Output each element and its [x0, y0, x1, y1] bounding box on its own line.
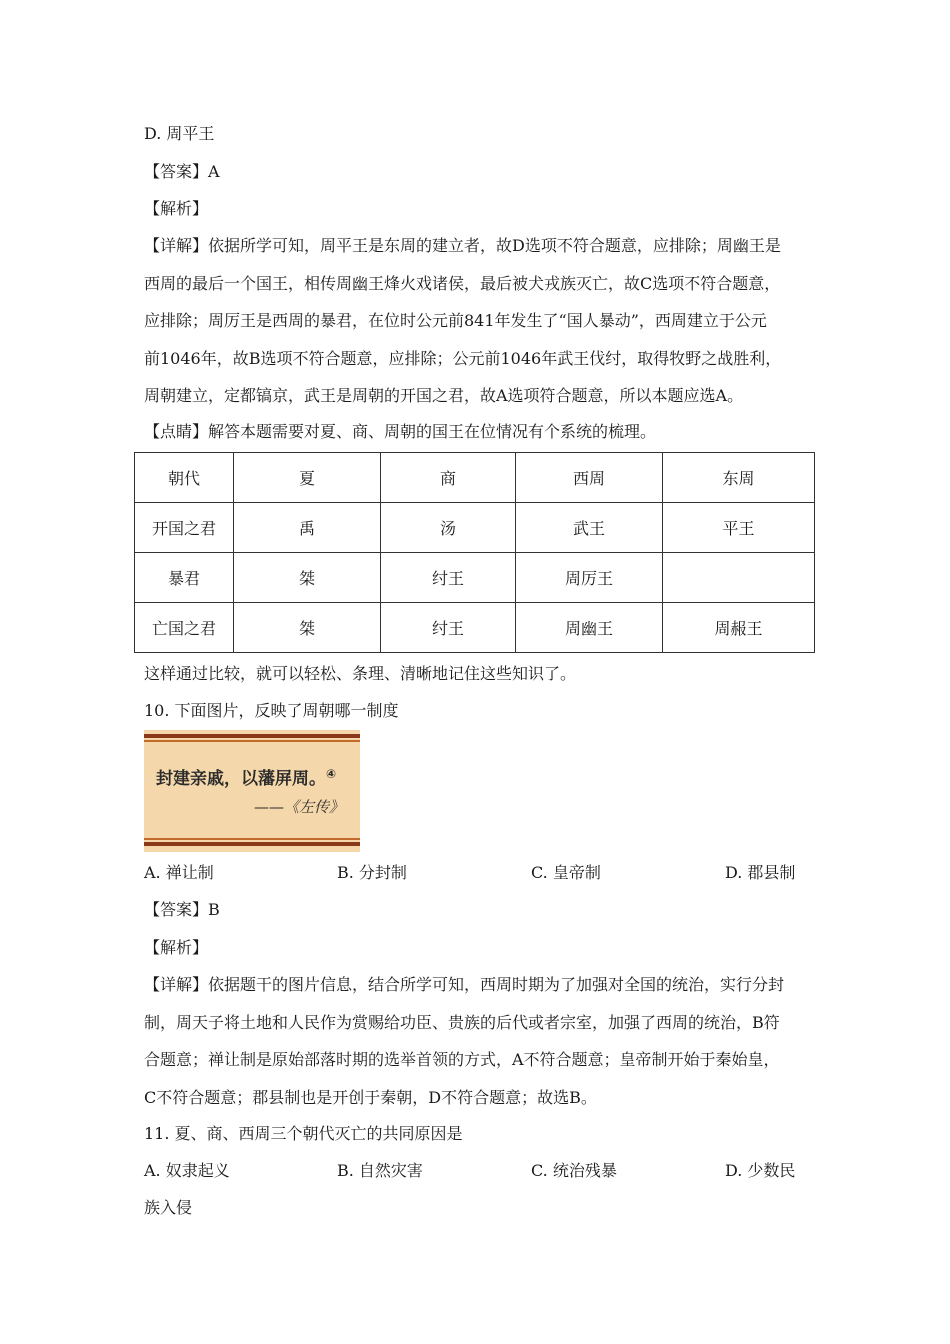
q10-option-d: D. 郡县制 — [725, 863, 796, 882]
table-cell: 暴君 — [135, 553, 234, 603]
q11-option-c: C. 统治残暴 — [531, 1161, 617, 1180]
table-cell: 亡国之君 — [135, 603, 234, 653]
table-row — [135, 453, 815, 503]
q9-detail-line: 应排除；周厉王是西周的暴君，在位时公元前841年发生了“国人暴动”，西周建立于公元 — [144, 311, 767, 330]
q10-detail-line: 【详解】依据题干的图片信息，结合所学可知，西周时期为了加强对全国的统治，实行分封 — [144, 975, 785, 994]
q10-answer: 【答案】B — [144, 900, 220, 919]
table-cell: 桀 — [234, 553, 381, 603]
zuozhuan-quote-image — [144, 730, 360, 852]
table-row — [135, 553, 815, 603]
q9-detail-line: 周朝建立，定都镐京，武王是周朝的开国之君，故A选项符合题意，所以本题应选A。 — [144, 386, 744, 405]
table-cell: 商 — [381, 453, 516, 503]
q10-option-a: A. 禅让制 — [144, 863, 214, 882]
q9-detail-line: 西周的最后一个国王，相传周幽王烽火戏诸侯，最后被犬戎族灭亡，故C选项不符合题意， — [144, 273, 781, 293]
q10-option-b: B. 分封制 — [337, 863, 407, 882]
q11-option-d-wrap: 族入侵 — [144, 1198, 193, 1217]
table-cell: 西周 — [516, 453, 663, 503]
top-stripe-thin — [144, 740, 360, 742]
dynasty-table — [134, 452, 815, 653]
table-cell: 周幽王 — [516, 603, 663, 653]
table-cell: 纣王 — [381, 603, 516, 653]
q10-detail — [144, 966, 816, 1116]
q11-option-a: A. 奴隶起义 — [144, 1161, 230, 1180]
q10-detail-line: C不符合题意；郡县制也是开创于秦朝，D不符合题意；故选B。 — [144, 1087, 597, 1107]
image-quote-text: 封建亲戚，以藩屏周。 — [156, 769, 326, 789]
q9-detail — [144, 227, 816, 415]
image-quote-mark: ④ — [326, 767, 337, 781]
q9-answer: 【答案】A — [144, 162, 220, 181]
table-cell: 纣王 — [381, 553, 516, 603]
bottom-stripe — [144, 842, 360, 846]
table-cell: 汤 — [381, 503, 516, 553]
table-cell: 周厉王 — [516, 553, 663, 603]
table-cell: 平王 — [663, 503, 815, 553]
q10-option-c: C. 皇帝制 — [531, 863, 601, 882]
top-stripe — [144, 734, 360, 738]
table-cell: 东周 — [663, 453, 815, 503]
q9-conclusion: 这样通过比较，就可以轻松、条理、清晰地记住这些知识了。 — [144, 664, 577, 683]
table-row — [135, 603, 815, 653]
table-cell: 禹 — [234, 503, 381, 553]
q11-option-d: D. 少数民 — [725, 1161, 796, 1180]
image-quote-source: ——《左传》 — [254, 798, 345, 816]
q9-tip: 【点睛】解答本题需要对夏、商、周朝的国王在位情况有个系统的梳理。 — [144, 422, 657, 441]
table-cell: 开国之君 — [135, 503, 234, 553]
q9-analysis-label: 【解析】 — [144, 199, 209, 218]
q11-option-b: B. 自然灾害 — [337, 1161, 423, 1180]
q10-question: 10. 下面图片，反映了周朝哪一制度 — [144, 701, 399, 720]
table-cell: 夏 — [234, 453, 381, 503]
table-cell: 武王 — [516, 503, 663, 553]
q9-option-d: D. 周平王 — [144, 124, 215, 143]
table-cell — [663, 553, 815, 603]
table-cell: 桀 — [234, 603, 381, 653]
table-row — [135, 503, 815, 553]
q9-detail-line: 前1046年，故B选项不符合题意，应排除；公元前1046年武王伐纣，取得牧野之战胜利， — [144, 348, 782, 368]
q10-detail-line: 制，周天子将土地和人民作为赏赐给功臣、贵族的后代或者宗室，加强了西周的统治，B符 — [144, 1012, 780, 1032]
q11-question: 11. 夏、商、西周三个朝代灭亡的共同原因是 — [144, 1124, 463, 1143]
image-quote-line — [156, 764, 336, 789]
table-cell: 朝代 — [135, 453, 234, 503]
q10-detail-line: 合题意；禅让制是原始部落时期的选举首领的方式，A不符合题意；皇帝制开始于秦始皇， — [144, 1050, 780, 1069]
q9-detail-line: 【详解】依据所学可知，周平王是东周的建立者，故D选项不符合题意，应排除；周幽王是 — [144, 236, 781, 255]
bottom-stripe-thin — [144, 838, 360, 840]
table-cell: 周赧王 — [663, 603, 815, 653]
q10-analysis-label: 【解析】 — [144, 938, 209, 957]
